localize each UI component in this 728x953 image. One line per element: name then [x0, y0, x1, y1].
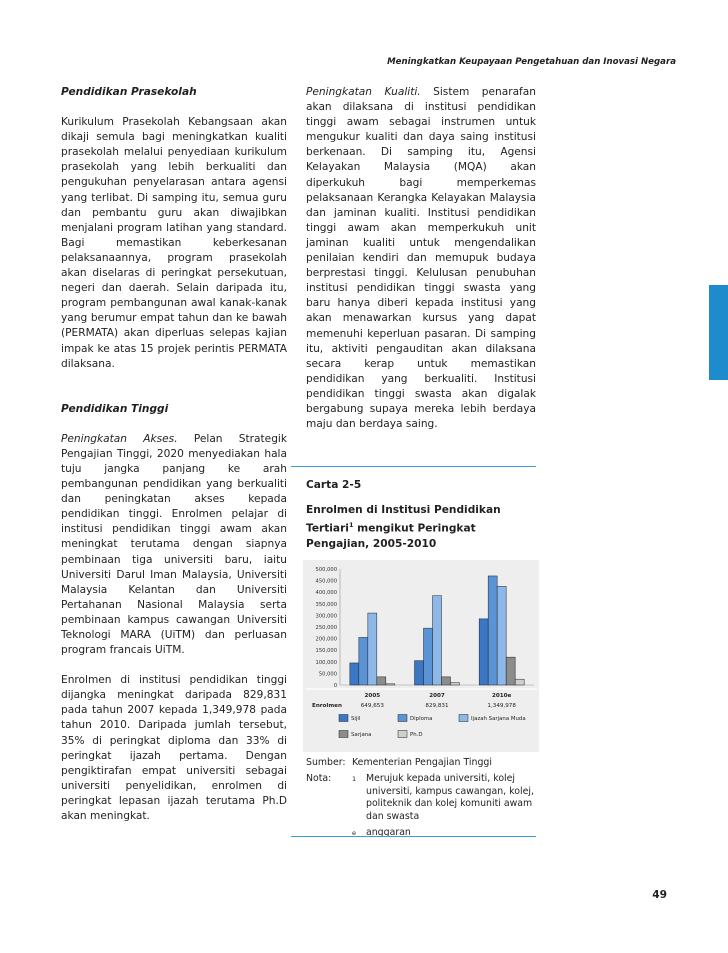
y-tick-label: 50,000: [318, 671, 337, 678]
note-1-text: Merujuk kepada universiti, kolej universiti, kampus cawangan, kolej, politeknik dan kolej komuniti awam dan swasta: [366, 773, 534, 822]
paragraph-kualiti: [306, 85, 536, 432]
legend-swatch-4: [398, 731, 407, 738]
note-row-2: [306, 827, 538, 839]
y-tick-label: 400,000: [315, 590, 337, 597]
bar-2007-3: [442, 677, 451, 685]
heading-pendidikan-prasekolah: Pendidikan Prasekolah: [61, 86, 197, 98]
legend-label-1: Diploma: [410, 716, 433, 722]
paragraph-akses: [61, 432, 287, 658]
bar-2005-3: [377, 677, 386, 685]
bar-2010-2: [497, 586, 506, 685]
chart-title: [306, 503, 536, 552]
chart-title-part-a: Enrolmen di Institusi Pendidikan Tertiari: [306, 504, 501, 535]
y-tick-label: 150,000: [315, 648, 337, 655]
y-tick-label: 0: [333, 683, 337, 689]
chart-top-rule: [291, 466, 536, 467]
chart-title-superscript: 1: [348, 521, 354, 529]
x-tick-label: 2005: [364, 693, 381, 699]
legend-label-4: Ph.D: [410, 732, 423, 738]
note-1-mark: 1: [352, 775, 357, 784]
bar-2005-2: [368, 613, 377, 685]
legend-swatch-0: [339, 715, 348, 722]
note-2-text: anggaran: [366, 827, 411, 839]
y-tick-label: 100,000: [315, 659, 337, 666]
total-label: 829,831: [425, 703, 449, 709]
chart-notes: [306, 757, 538, 839]
y-tick-label: 350,000: [315, 601, 337, 608]
section-tab: [709, 285, 728, 380]
y-tick-label: 200,000: [315, 636, 337, 643]
y-tick-label: 300,000: [315, 613, 337, 620]
source-key: Sumber:: [306, 757, 346, 768]
paragraph-kualiti-body: Sistem penarafan akan dilaksana di institusi pendidikan tinggi awam sebagai instrumen untuk mengukur kualiti dan daya saing institusi berkenaan. Di samping itu, Agensi Kelayakan Malaysia (MQA) akan diperkukuh bagi memperkemas pelaksanaan Kerangka Kelayakan Malaysia dan jaminan kualiti. Institusi pendidikan tinggi awam akan memperkukuh unit jaminan kualiti untuk mengendalikan penilaian kendiri dan memupuk budaya berprestasi tinggi. Kelulusan penubuhan institusi pendidikan tinggi swasta yang baru hanya diberi kepada institusi yang akan menawarkan kursus yang dapat memenuhi keperluan pasaran. Di samping itu, aktiviti pengauditan akan dilaksana secara kerap untuk memastikan pendidikan yang berkualiti. Institusi pendidikan tinggi swasta akan digalak bergabung supaya mereka lebih berdaya maju dan berdaya saing.: [306, 86, 536, 431]
chart-bottom-rule: [291, 836, 536, 837]
paragraph-akses-lead: Peningkatan Akses.: [61, 432, 178, 445]
total-label: 1,349,978: [487, 703, 516, 709]
bar-2005-0: [350, 663, 359, 685]
note-row-1: [306, 773, 538, 823]
paragraph-akses-body: Pelan Strategik Pengajian Tinggi, 2020 menyediakan hala tuju jangka panjang ke arah pembangunan pendidikan yang berkualiti dan peningkatan akses kepada pendidikan tinggi. Enrolmen pelajar di institusi pendidikan tinggi awam akan meningkat terutama dengan siapnya pembinaan tiga universiti baru, iaitu Universiti Darul Iman Malaysia, Universiti Malaysia Kelantan dan Universiti Pertahanan Nasional Malaysia serta pembinaan kampus cawangan Universiti Teknologi MARA (UiTM) dan perluasan program francais UiTM.: [61, 432, 287, 657]
chart-label: Carta 2-5: [306, 479, 362, 491]
right-column: [306, 85, 536, 432]
note-2-mark: e: [352, 829, 356, 838]
bar-2005-1: [359, 637, 368, 685]
bar-2005-4: [386, 684, 395, 685]
paragraph-prasekolah: Kurikulum Prasekolah Kebangsaan akan dikaji semula bagi meningkatkan kualiti prasekolah melalui penyediaan kurikulum prasekolah yang lebih berkualiti dan pengukuhan penyelarasan antara agensi yang terlibat. Di samping itu, semua guru dan pembantu guru akan diwajibkan menjalani program latihan yang standard. Bagi memastikan keberkesanan pelaksanaannya, program prasekolah akan diselaras di peringkat persekutuan, negeri dan daerah. Selain daripada itu, program pembangunan awal kanak-kanak yang berumur empat tahun dan ke bawah (PERMATA) akan diperluas selepas kajian impak ke atas 15 projek perintis PERMATA dilaksana.: [61, 116, 287, 370]
bar-2007-1: [424, 628, 433, 685]
bar-2010-0: [479, 619, 488, 685]
bar-2007-0: [415, 661, 424, 685]
paragraph-kualiti-lead: Peningkatan Kualiti.: [306, 86, 421, 98]
legend-swatch-2: [459, 715, 468, 722]
bar-2010-1: [488, 576, 497, 685]
legend-swatch-1: [398, 715, 407, 722]
bar-2007-4: [451, 683, 460, 685]
table-row-label: Enrolmen: [312, 703, 342, 709]
running-head: Meningkatkan Keupayaan Pengetahuan dan Inovasi Negara: [387, 57, 676, 67]
x-tick-label: 2010e: [491, 693, 512, 699]
y-tick-label: 500,000: [315, 567, 337, 573]
x-tick-label: 2007: [429, 693, 445, 699]
left-column: [61, 85, 287, 824]
y-tick-label: 450,000: [315, 578, 337, 585]
enrolment-bar-chart: [303, 560, 539, 752]
chart-title-part-b: mengikut Peringkat Pengajian, 2005-2010: [306, 522, 476, 550]
note-key: Nota:: [306, 773, 332, 785]
legend-label-3: Sarjana: [351, 732, 372, 738]
bar-2010-3: [506, 657, 515, 685]
y-tick-label: 250,000: [315, 625, 337, 631]
legend-label-0: Sijil: [351, 716, 361, 722]
source-text: Kementerian Pengajian Tinggi: [352, 757, 492, 768]
source-row: [306, 757, 538, 769]
heading-pendidikan-tinggi: Pendidikan Tinggi: [61, 402, 169, 415]
bar-2007-2: [433, 596, 442, 685]
legend-swatch-3: [339, 731, 348, 738]
paragraph-enrolmen: Enrolmen di institusi pendidikan tinggi dijangka meningkat daripada 829,831 pada tahun 2007 kepada 1,349,978 pada tahun 2010. Daripada jumlah tersebut, 35% di peringkat diploma dan 33% di peringkat ijazah pertama. Dengan pengiktirafan empat universiti sebagai universiti penyelidikan, enrolmen di peringkat lepasan ijazah terutama Ph.D akan meningkat.: [61, 674, 287, 823]
total-label: 649,653: [360, 703, 384, 709]
bar-2010-4: [515, 679, 524, 685]
legend-label-2: Ijazah Sarjana Muda: [471, 716, 526, 722]
page-number: 49: [652, 889, 667, 901]
